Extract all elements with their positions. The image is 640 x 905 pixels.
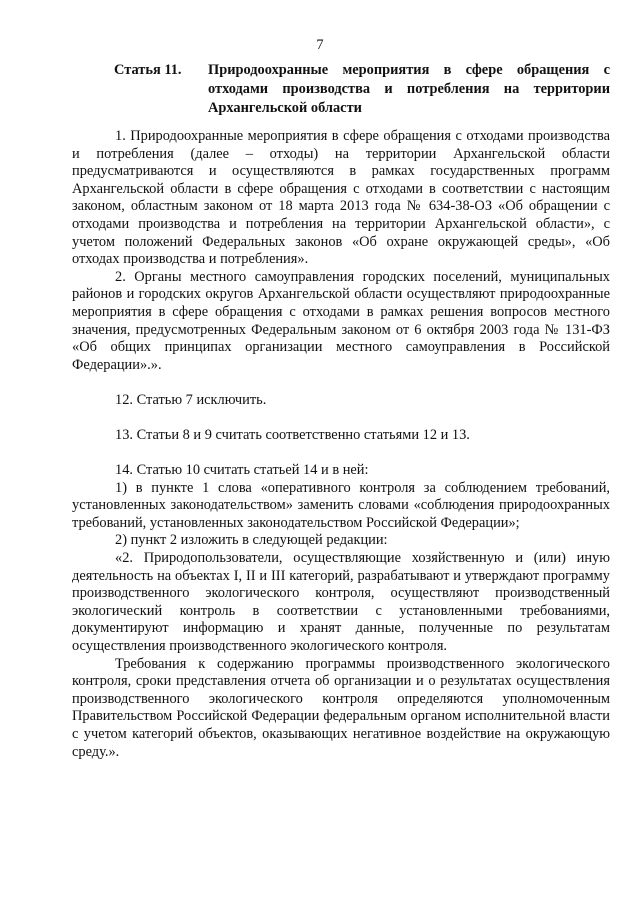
article-label: Статья 11. xyxy=(114,62,182,78)
paragraph-13: 13. Статьи 8 и 9 считать соответственно статьями 12 и 13. xyxy=(115,426,470,443)
paragraph-12: 12. Статью 7 исключить. xyxy=(115,391,267,408)
paragraph-14-item-1: 1) в пункте 1 слова «оперативного контроля за соблюдением требований, установленных законодательством» заменить словами «соблюдения природоохранных требований, установленных законодательством Российской Федерации»; xyxy=(72,479,610,531)
article-heading xyxy=(114,61,610,117)
paragraph-14: 14. Статью 10 считать статьей 14 и в ней: xyxy=(115,462,369,478)
page-number: 7 xyxy=(316,37,324,53)
article-title: Природоохранные мероприятия в сфере обращения с отходами производства и потребления на территории Архангельской области xyxy=(208,62,610,116)
paragraph-14-item-2: 2) пункт 2 изложить в следующей редакции: xyxy=(115,532,388,549)
paragraph-1: 1. Природоохранные мероприятия в сфере обращения с отходами производства и потребления (далее – отходы) на территории Архангельской области предусматриваются и осуществляются в рамках государственных программ Архангельской области в сфере обращения с отходами в соответствии с настоящим законом, областным законом от 18 марта 2013 года № 634-38-ОЗ «Об обращении с отходами производства и потребления на территории Архангельской области», с учетом положений Федеральных законов «Об охране окружающей среды», «Об отходах производства и потребления». xyxy=(72,128,610,268)
quoted-point-2: «2. Природопользователи, осуществляющие хозяйственную и (или) иную деятельность на объектах I, II и III категорий, разрабатывают и утверждают программу производственного экологического контроля, осуществляют производственный экологический контроль в соответствии с установленными требованиями, документируют информацию и хранят данные, полученные по результатам осуществления производственного экологического контроля. xyxy=(72,549,610,654)
requirements-paragraph: Требования к содержанию программы производственного экологического контроля, сроки представления отчета об организации и о результатах осуществления производственного экологического контроля определяются уполномоченным Правительством Российской Федерации федеральным органом исполнительной власти с учетом категорий объектов, оказывающих негативное воздействие на окружающую среду.». xyxy=(72,655,610,760)
document-body xyxy=(72,128,610,761)
paragraph-2: 2. Органы местного самоуправления городских поселений, муниципальных районов и городских округов Архангельской области осуществляют природоохранные мероприятия в сфере обращения с отходами в рамках решения вопросов местного значения, предусмотренных Федеральным законом от 6 октября 2003 года № 131-ФЗ «Об общих принципах организации местного самоуправления в Российской Федерации».». xyxy=(72,268,610,373)
